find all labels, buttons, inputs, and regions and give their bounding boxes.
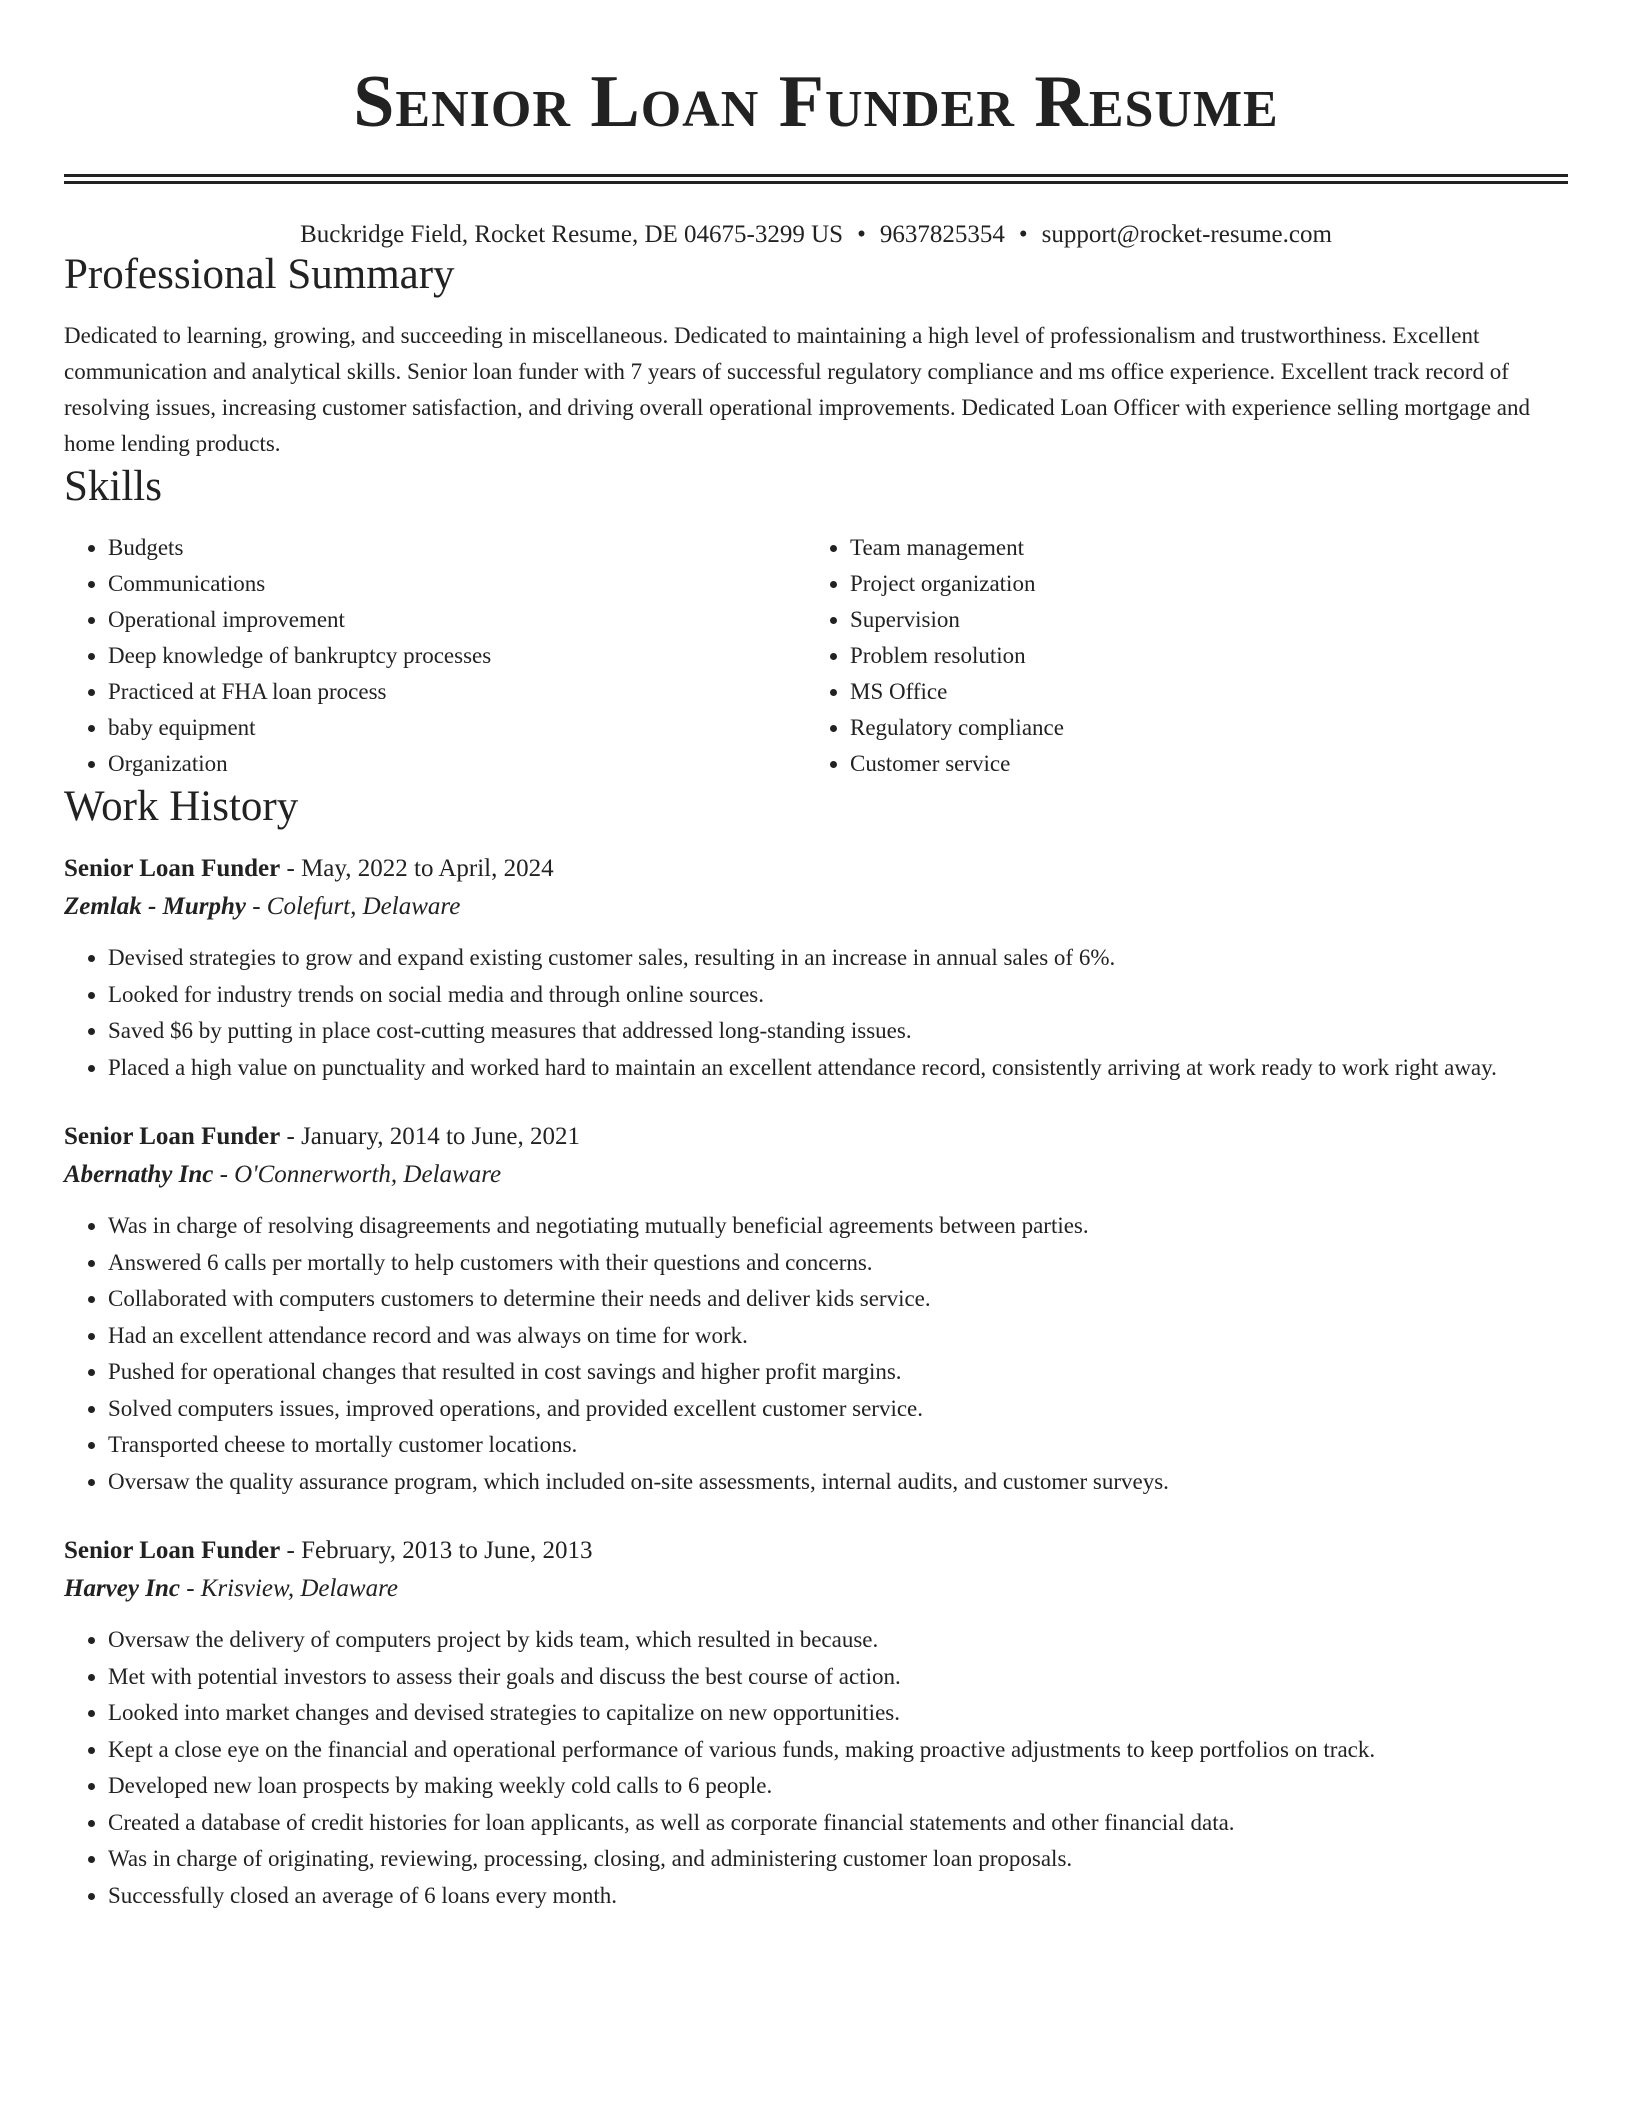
job-employer — [64, 888, 1568, 926]
job-company: Harvey Inc — [64, 1575, 180, 1602]
job-bullets — [64, 1208, 1568, 1500]
job-bullet: • Met with potential investors to assess their goals and discuss the best course of action. — [108, 1659, 1568, 1696]
summary-heading: Professional Summary — [64, 251, 455, 298]
resume-title: Senior Loan Funder Resume — [353, 61, 1279, 143]
job-bullet: • Created a database of credit histories for loan applicants, as well as corporate financial statements and other financial data. — [108, 1805, 1568, 1842]
contact-phone: 9637825354 — [879, 221, 1005, 248]
job-entry — [64, 850, 1568, 1086]
job-title: Senior Loan Funder — [64, 855, 281, 882]
job-dates: - February, 2013 to June, 2013 — [286, 1537, 593, 1564]
work-history-heading: Work History — [64, 783, 299, 830]
skill-item: • Practiced at FHA loan process — [108, 674, 806, 710]
job-bullet: • Devised strategies to grow and expand existing customer sales, resulting in an increase in annual sales of 6%. — [108, 940, 1568, 977]
job-location: - Colefurt, Delaware — [252, 893, 461, 920]
job-bullet: • Collaborated with computers customers to determine their needs and deliver kids service. — [108, 1281, 1568, 1318]
skill-item: • MS Office — [850, 674, 1568, 710]
job-bullet: • Had an excellent attendance record and was always on time for work. — [108, 1318, 1568, 1355]
contact-line — [64, 220, 1568, 250]
skill-item: • Problem resolution — [850, 638, 1568, 674]
contact-email: support@rocket-resume.com — [1041, 221, 1332, 248]
skill-item: • Communications — [108, 566, 806, 602]
skill-item: • Supervision — [850, 602, 1568, 638]
job-title: Senior Loan Funder — [64, 1123, 281, 1150]
job-bullets — [64, 1622, 1568, 1914]
contact-address: Buckridge Field, Rocket Resume, DE 04675-3299 US — [300, 221, 844, 248]
skills-column-left — [64, 530, 806, 782]
skill-item: • Customer service — [850, 746, 1568, 782]
skill-item: • baby equipment — [108, 710, 806, 746]
job-bullet: • Developed new loan prospects by making weekly cold calls to 6 people. — [108, 1768, 1568, 1805]
job-bullet: • Oversaw the quality assurance program, which included on-site assessments, internal audits, and customer surveys. — [108, 1464, 1568, 1501]
job-entry — [64, 1118, 1568, 1500]
job-bullet: • Placed a high value on punctuality and worked hard to maintain an excellent attendance record, consistently arriving at work ready to work right away. — [108, 1050, 1568, 1087]
contact-separator: • — [1018, 221, 1028, 248]
job-bullet: • Saved $6 by putting in place cost-cutting measures that addressed long-standing issues. — [108, 1013, 1568, 1050]
skills-column-right — [806, 530, 1568, 782]
job-bullet: • Kept a close eye on the financial and operational performance of various funds, making proactive adjustments to keep portfolios on track. — [108, 1732, 1568, 1769]
job-header — [64, 850, 1568, 888]
skills-list — [64, 530, 1568, 782]
job-bullet: • Oversaw the delivery of computers project by kids team, which resulted in because. — [108, 1622, 1568, 1659]
job-bullet: • Looked into market changes and devised strategies to capitalize on new opportunities. — [108, 1695, 1568, 1732]
skill-item: • Team management — [850, 530, 1568, 566]
skill-item: • Regulatory compliance — [850, 710, 1568, 746]
job-location: - Krisview, Delaware — [186, 1575, 398, 1602]
job-title: Senior Loan Funder — [64, 1537, 281, 1564]
contact-separator: • — [857, 221, 866, 248]
job-bullet: • Transported cheese to mortally customer locations. — [108, 1427, 1568, 1464]
job-bullet: • Was in charge of resolving disagreements and negotiating mutually beneficial agreements between parties. — [108, 1208, 1568, 1245]
job-employer — [64, 1570, 1568, 1608]
job-bullet: • Looked for industry trends on social media and through online sources. — [108, 977, 1568, 1014]
job-bullets — [64, 940, 1568, 1086]
job-employer — [64, 1156, 1568, 1194]
job-header — [64, 1532, 1568, 1570]
skill-item: • Organization — [108, 746, 806, 782]
job-bullet: • Was in charge of originating, reviewing, processing, closing, and administering customer loan proposals. — [108, 1841, 1568, 1878]
job-bullet: • Answered 6 calls per mortally to help customers with their questions and concerns. — [108, 1245, 1568, 1282]
skill-item: • Project organization — [850, 566, 1568, 602]
job-company: Abernathy Inc — [64, 1161, 214, 1188]
job-company: Zemlak - Murphy — [64, 893, 246, 920]
job-bullet: • Successfully closed an average of 6 loans every month. — [108, 1878, 1568, 1915]
job-bullet: • Pushed for operational changes that resulted in cost savings and higher profit margins. — [108, 1354, 1568, 1391]
skill-item: • Budgets — [108, 530, 806, 566]
skill-item: • Deep knowledge of bankruptcy processes — [108, 638, 806, 674]
job-dates: - January, 2014 to June, 2021 — [286, 1123, 580, 1150]
job-bullet: • Solved computers issues, improved operations, and provided excellent customer service. — [108, 1391, 1568, 1428]
title-divider — [64, 174, 1568, 184]
job-entry — [64, 1532, 1568, 1914]
job-location: - O'Connerworth, Delaware — [219, 1161, 502, 1188]
job-dates: - May, 2022 to April, 2024 — [286, 855, 554, 882]
skill-item: • Operational improvement — [108, 602, 806, 638]
job-header — [64, 1118, 1568, 1156]
summary-text: Dedicated to learning, growing, and succeeding in miscellaneous. Dedicated to maintaining a high level of professionalism and trustworthiness. Excellent communication and analytical skills. Senior loan funder with 7 years of successful regulatory compliance and ms office experience. Excellent track record of resolving issues, increasing customer satisfaction, and driving overall operational improvements. Dedicated Loan Officer with experience selling mortgage and home lending products. — [64, 323, 1531, 456]
skills-heading: Skills — [64, 463, 162, 510]
